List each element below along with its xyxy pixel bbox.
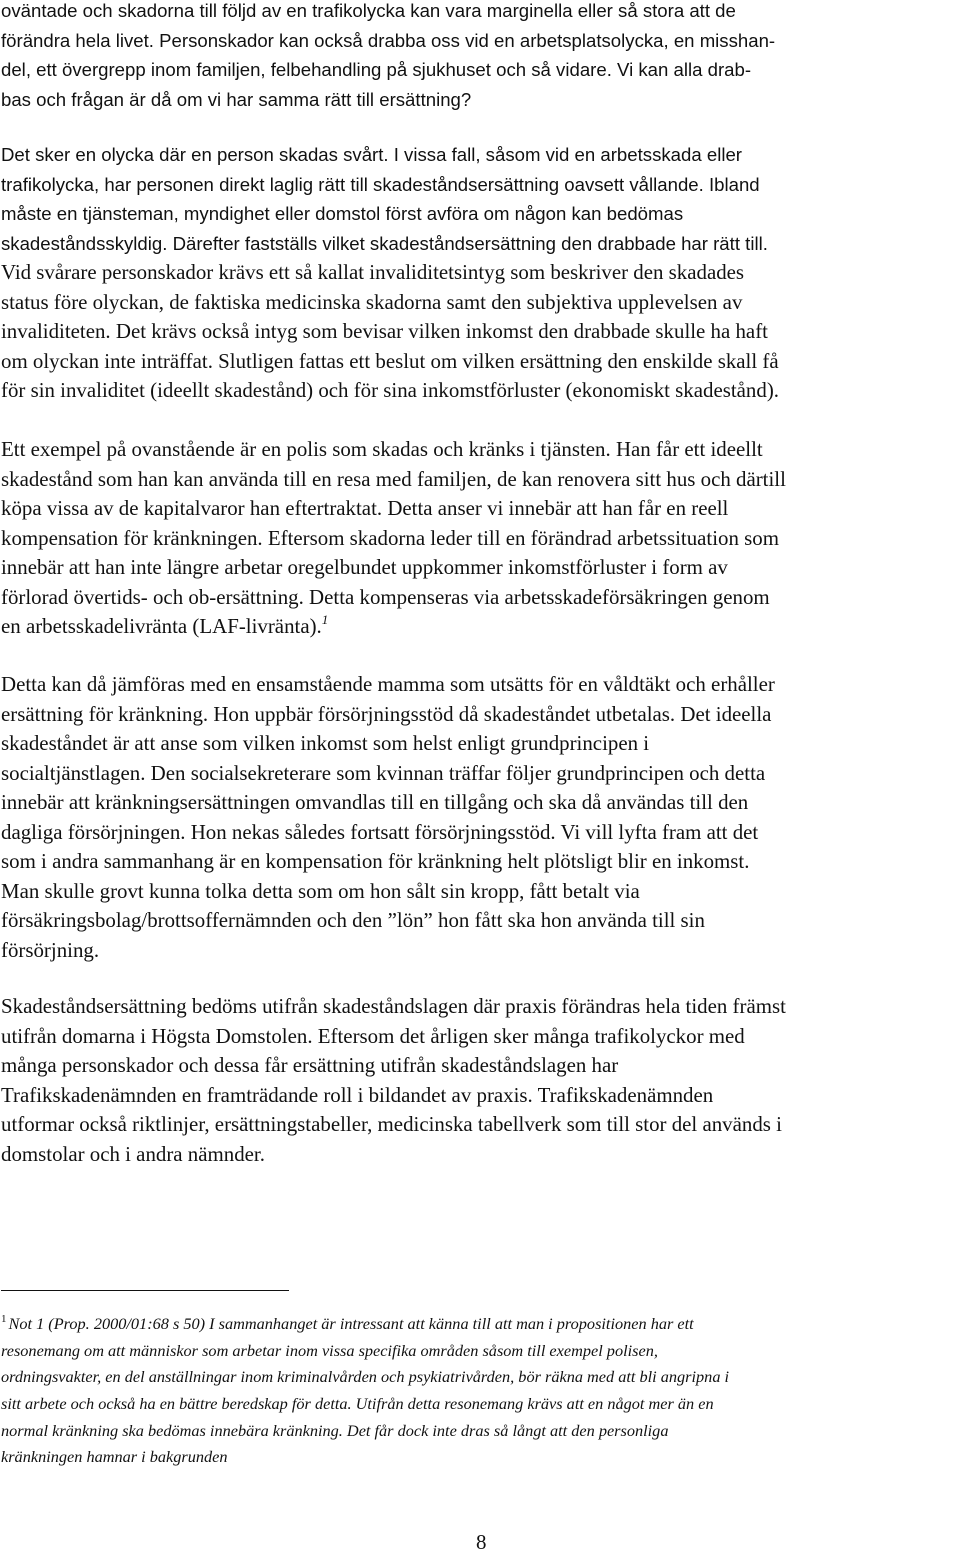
text-line: försörjning. <box>1 937 100 962</box>
text-line: skadestånd som han kan använda till en resa med familjen, de kan renovera sitt hus och därtill <box>1 466 786 491</box>
footnote-line: sitt arbete och också ha en bättre beredskap för detta. Utifrån detta resonemang krävs att en något mer än en <box>1 1394 714 1414</box>
paragraph-police-example <box>1 435 786 642</box>
text-line: ersättning för kränkning. Hon uppbär försörjningsstöd då skadeståndet utbetalas. Det ideella <box>1 701 772 726</box>
text-line: trafikolycka, har personen direkt laglig rätt till skadeståndsersättning oavsett vållande. Ibland <box>1 173 760 195</box>
text-line: utifrån domarna i Högsta Domstolen. Eftersom det årligen sker många trafikolyckor med <box>1 1023 745 1048</box>
paragraph-damages-practice <box>1 992 786 1169</box>
text-line: förändra hela livet. Personskador kan också drabba oss vid en arbetsplatsolycka, en misshan- <box>1 29 776 51</box>
text-line: domstolar och i andra nämnder. <box>1 1141 265 1166</box>
text-line: kompensation för kränkningen. Eftersom skadorna leder till en förändrad arbetssituation som <box>1 525 779 550</box>
text-line: Vid svårare personskador krävs ett så kallat invaliditetsintyg som beskriver den skadades <box>1 260 745 284</box>
text-line: Trafikskadenämnden en framträdande roll i bildandet av praxis. Trafikskadenämnden <box>1 1082 714 1107</box>
text-line: för sin invaliditet (ideellt skadestånd) och för sina inkomstförluster (ekonomiskt skadestånd). <box>1 378 780 402</box>
footnote <box>1 1311 729 1471</box>
footnote-line <box>1 1311 729 1338</box>
text-line: status före olyckan, de faktiska medicinska skadorna samt den subjektiva upplevelsen av <box>1 289 743 314</box>
text-line: skadeståndet är att anse som vilken inkomst som helst enligt grundprincipen i <box>1 731 650 755</box>
text-line: Det sker en olycka där en person skadas svårt. I vissa fall, såsom vid en arbetsskada eller <box>1 144 742 165</box>
footnote-line: ordningsvakter, en del anställningar inom kriminalvården och psykiatrivården, bör räkna med att bli angripna i <box>1 1367 730 1387</box>
text-line: Skadeståndsersättning bedöms utifrån skadeståndslagen där praxis förändras hela tiden främst <box>1 994 786 1018</box>
footnote-line: kränkningen hamnar i bakgrunden <box>1 1447 228 1467</box>
text-line: oväntade och skadorna till följd av en trafikolycka kan vara marginella eller så stora att de <box>1 0 736 21</box>
text-line: bas och frågan är då om vi har samma rätt till ersättning? <box>1 88 472 110</box>
text-line: invaliditeten. Det krävs också intyg som bevisar vilken inkomst den drabbade skulle ha haft <box>1 319 768 343</box>
paragraph-single-mother <box>1 670 775 965</box>
text-line: innebär att han inte längre arbetar oregelbundet uppkommer inkomstförluster i form av <box>1 555 728 579</box>
text-line: köpa vissa av de kapitalvaror han eftertraktat. Detta anser vi innebär att han får en reell <box>1 496 729 520</box>
footnote-reference[interactable]: 1 <box>321 612 329 627</box>
text-line: skadeståndsskyldig. Därefter fastställs vilket skadeståndsersättning den drabbade har rätt till. <box>1 232 768 254</box>
text-line: Ett exempel på ovanstående är en polis som skadas och kränks i tjänsten. Han får ett ideellt <box>1 437 763 461</box>
text-line: måste en tjänsteman, myndighet eller domstol först avföra om någon kan bedömas <box>1 203 684 224</box>
text-line: som i andra sammanhang är en kompensation för kränkning helt plötsligt blir en inkomst. <box>1 849 750 873</box>
text-line: utformar också riktlinjer, ersättningstabeller, medicinska tabellverk som till stor del används i <box>1 1112 782 1136</box>
footnote-line: normal kränkning ska bedömas innebära kränkning. Det får dock inte dras så långt att den personliga <box>1 1420 669 1440</box>
text-line: försäkringsbolag/brottsoffernämnden och den ”lön” hon fått ska hon använda till sin <box>1 908 705 932</box>
text-line: Detta kan då jämföras med en ensamstående mamma som utsätts för en våldtäkt och erhåller <box>1 672 775 696</box>
footnote-line-content: Not 1 (Prop. 2000/01:68 s 50) I sammanhanget är intressant att känna till att man i propositionen har ett <box>8 1314 694 1333</box>
footnote-line: resonemang om att människor som arbetar inom vissa specifika områden såsom till exempel polisen, <box>1 1340 658 1360</box>
text-line: om olyckan inte inträffat. Slutligen fattas ett beslut om vilken ersättning den enskilde skall få <box>1 348 779 373</box>
text-line: del, ett övergrepp inom familjen, felbehandling på sjukhuset och så vidare. Vi kan alla drab- <box>1 59 752 80</box>
text-line: förlorad övertids- och ob-ersättning. Detta kompenseras via arbetsskadeförsäkringen genom <box>1 584 770 609</box>
text-line: socialtjänstlagen. Den socialsekreterare som kvinnan träffar följer grundprincipen och detta <box>1 760 766 785</box>
text-line <box>1 612 786 642</box>
footnote-mark: 1 <box>1 1313 7 1325</box>
text-line: många personskador och dessa får ersättning utifrån skadeståndslagen har <box>1 1053 619 1077</box>
paragraph-invalidity-certificate <box>1 258 779 406</box>
page-number: 8 <box>476 1530 487 1554</box>
text-line: Man skulle grovt kunna tolka detta som om hon sålt sin kropp, fått betalt via <box>1 878 640 903</box>
text-line: innebär att kränkningsersättningen omvandlas till en tillgång och ska då användas till den <box>1 790 749 814</box>
paragraph-intro <box>1 0 775 114</box>
text-line-content: en arbetsskadelivränta (LAF-livränta). <box>1 614 322 638</box>
paragraph-serious-injury <box>1 140 768 258</box>
footnote-separator <box>1 1290 289 1291</box>
text-line: dagliga försörjningen. Hon nekas således fortsatt försörjningsstöd. Vi vill lyfta fram att det <box>1 819 759 844</box>
